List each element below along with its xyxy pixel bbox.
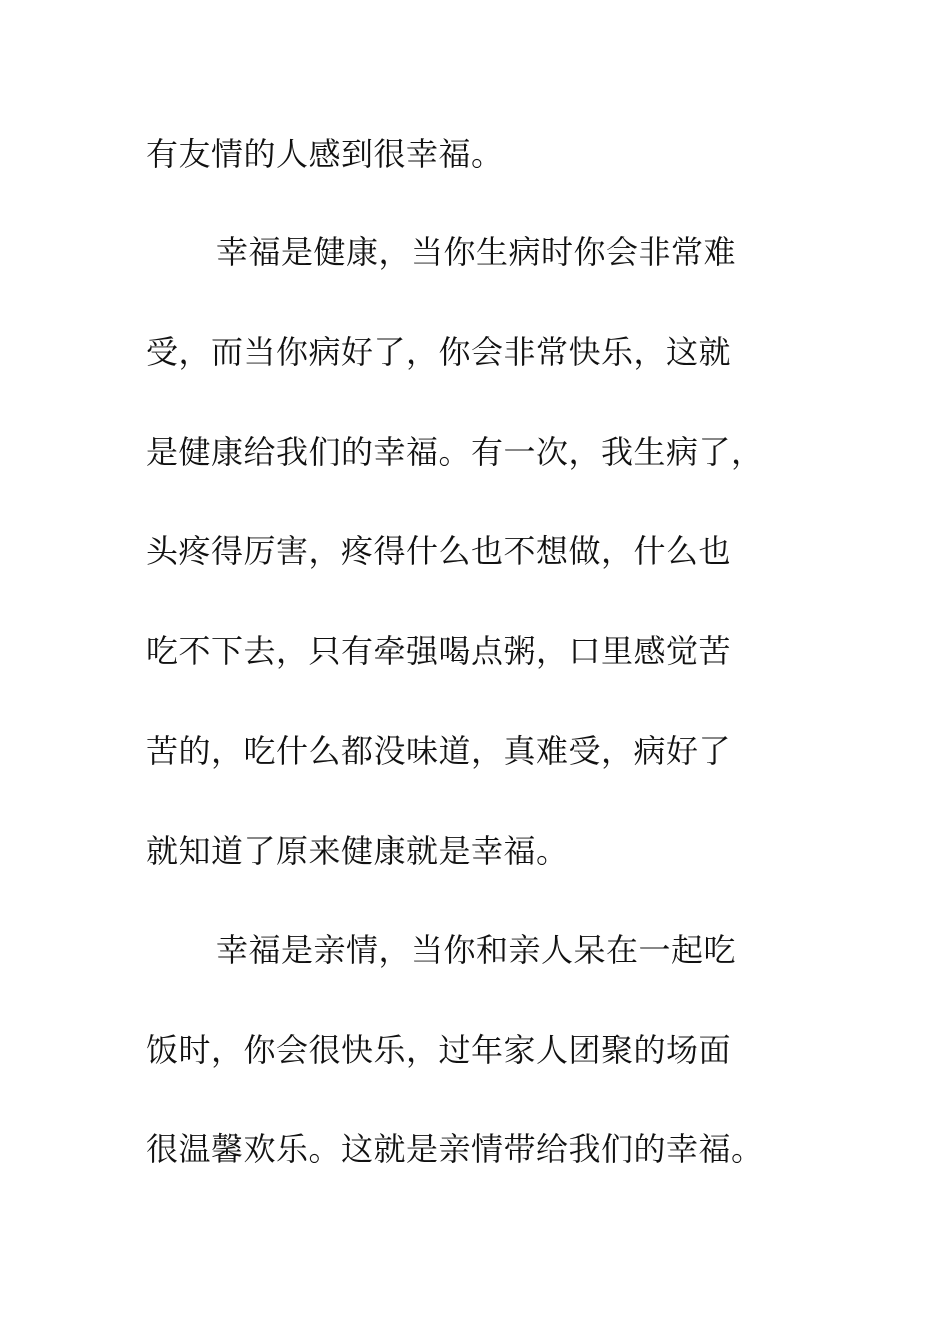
paragraph-line: 就知道了原来健康就是幸福。: [146, 832, 569, 870]
paragraph-line: 苦的，吃什么都没味道，真难受，病好了: [146, 732, 732, 770]
paragraph-line: 是健康给我们的幸福。有一次，我生病了，: [146, 433, 764, 471]
paragraph-line: 幸福是健康，当你生病时你会非常难: [216, 233, 737, 271]
paragraph-line: 幸福是亲情，当你和亲人呆在一起吃: [216, 931, 737, 969]
paragraph-line: 有友情的人感到很幸福。: [146, 135, 504, 173]
paragraph-line: 饭时，你会很快乐，过年家人团聚的场面: [146, 1031, 732, 1069]
paragraph-line: 头疼得厉害，疼得什么也不想做，什么也: [146, 532, 732, 570]
paragraph-line: 吃不下去，只有牵强喝点粥，口里感觉苦: [146, 632, 732, 670]
paragraph-line: 受，而当你病好了，你会非常快乐，这就: [146, 333, 732, 371]
paragraph-line: 很温馨欢乐。这就是亲情带给我们的幸福。: [146, 1130, 764, 1168]
